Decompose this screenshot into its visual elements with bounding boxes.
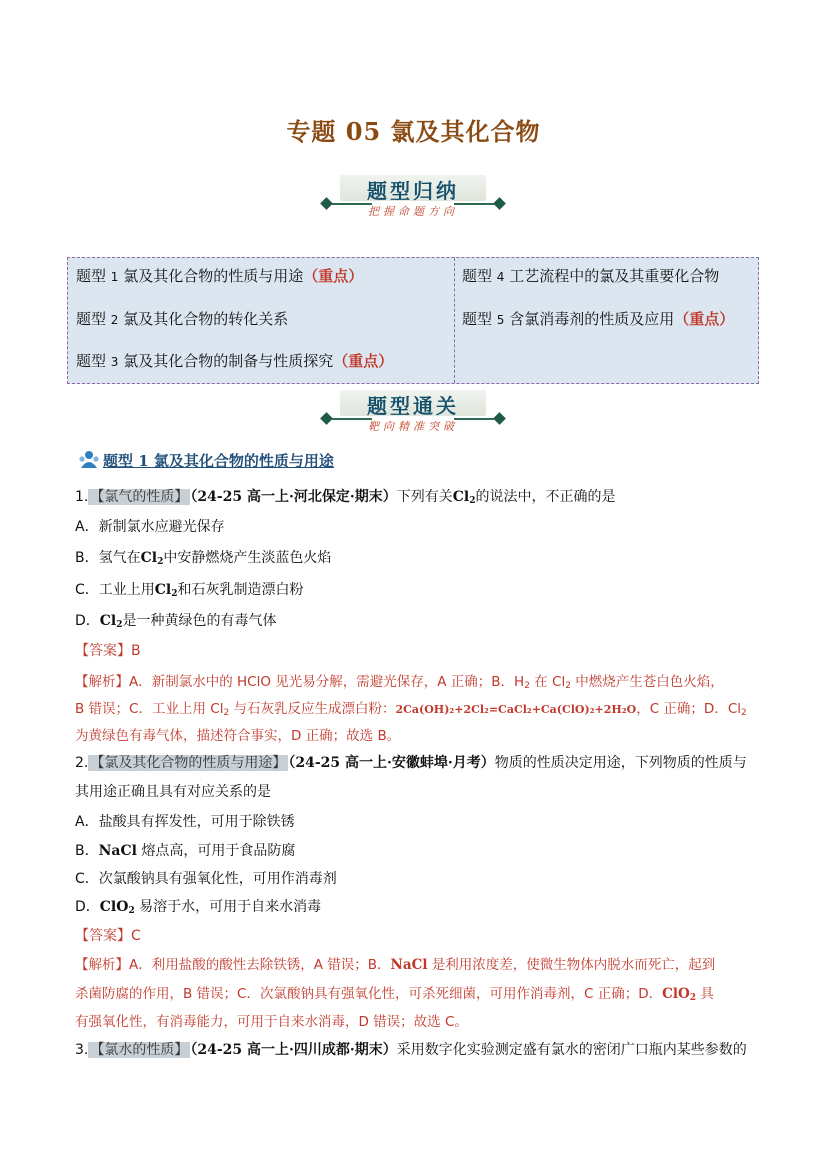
- option-text: 是一种黄绿色的有毒气体: [122, 613, 277, 629]
- option-text: 易溶于水，可用于自来水消毒: [134, 899, 322, 915]
- topic-summary-box: [67, 257, 759, 384]
- item-text: 氯及其化合物的制备与性质探究: [118, 352, 334, 370]
- option-text: B．: [75, 843, 99, 859]
- q2-answer: 【答案】C: [75, 928, 141, 944]
- analysis-text: B 错误；C．工业上用 Cl: [75, 701, 224, 717]
- q1-option-d[interactable]: [75, 610, 277, 630]
- analysis-text: 在 Cl: [529, 674, 566, 690]
- question-source: （24-25 高一上·四川成都·期末）: [190, 1042, 397, 1058]
- banner-subtitle: 靶向精准突破: [368, 420, 458, 433]
- option-text: D．: [75, 613, 100, 629]
- question-tag: 【氯气的性质】: [90, 489, 189, 505]
- question-number: 2.: [75, 755, 89, 771]
- analysis-text: 与石灰乳反应生成漂白粉：: [229, 701, 396, 717]
- analysis-text: ，C 正确；D．Cl: [636, 701, 741, 717]
- analysis-text: 【解析】A．利用盐酸的酸性去除铁锈，A 错误；B．: [75, 957, 391, 973]
- summary-item-2[interactable]: [76, 308, 288, 329]
- question-tag: 【氯及其化合物的性质与用途】: [90, 755, 287, 771]
- q1-analysis-line-2: [75, 697, 747, 718]
- chem-subscript: 2: [741, 708, 747, 718]
- q2-option-c[interactable]: C．次氯酸钠具有强氧化性，可用作消毒剂: [75, 871, 337, 887]
- banner-title: 题型通关: [367, 394, 459, 418]
- chem-formula: ClO: [662, 986, 690, 1002]
- analysis-text: 【解析】A．新制氯水中的 HClO 见光易分解，需避光保存，A 正确；B．H: [75, 674, 525, 690]
- summary-divider: [454, 258, 455, 383]
- question-2-stem-line-2: 其用途正确且具有对应关系的是: [75, 784, 271, 800]
- chem-subscript: 2: [469, 496, 476, 506]
- item-label: 题型: [462, 310, 497, 328]
- q1-analysis-line-3: 为黄绿色有毒气体，描述符合事实，D 正确；故选 B。: [75, 728, 401, 744]
- chem-subscript: 2: [223, 708, 230, 718]
- question-2-stem-line-1: [75, 752, 747, 772]
- section-banner-summary: [316, 173, 510, 223]
- q2-analysis-line-1: [75, 953, 715, 973]
- option-text: 熔点高，可用于食品防腐: [136, 843, 296, 859]
- chem-formula: Cl: [154, 582, 172, 598]
- chem-formula: Cl: [452, 489, 470, 505]
- item-label: 题型: [76, 310, 111, 328]
- q2-analysis-line-2: [75, 982, 714, 1003]
- item-number: 2: [110, 313, 119, 327]
- stem-text: 下列有关: [396, 489, 453, 505]
- question-source: （24-25 高一上·安徽蚌埠·月考）: [288, 755, 495, 771]
- summary-item-4[interactable]: [462, 265, 719, 286]
- stem-text: 的说法中，不正确的是: [475, 489, 616, 505]
- key-tag: （重点）: [303, 267, 364, 285]
- item-label: 题型: [462, 267, 497, 285]
- item-number: 1: [110, 270, 119, 284]
- item-label: 题型: [76, 352, 111, 370]
- q1-option-c[interactable]: [75, 579, 304, 599]
- q1-analysis-line-1: [75, 670, 724, 691]
- item-number: 4: [496, 270, 505, 284]
- section-banner-practice: [316, 388, 510, 438]
- item-text: 含氯消毒剂的性质及应用: [504, 310, 675, 328]
- key-tag: （重点）: [674, 310, 735, 328]
- option-text: 和石灰乳制造漂白粉: [177, 582, 304, 598]
- q1-option-b[interactable]: [75, 547, 331, 567]
- chem-formula: Cl: [140, 550, 158, 566]
- banner-title: 题型归纳: [367, 179, 459, 203]
- question-source: （24-25 高一上·河北保定·期末）: [190, 489, 397, 505]
- item-text: 氯及其化合物的转化关系: [118, 310, 289, 328]
- question-number: 3.: [75, 1042, 89, 1058]
- item-label: 题型: [76, 267, 111, 285]
- summary-item-3[interactable]: [76, 350, 393, 371]
- chemical-equation: 2Ca(OH)₂+2Cl₂=CaCl₂+Ca(ClO)₂+2H₂O: [395, 703, 637, 716]
- analysis-text: 中燃烧产生苍白色火焰，: [570, 674, 724, 690]
- stem-text: 采用数字化实验测定盛有氯水的密闭广口瓶内某些参数的: [396, 1042, 747, 1058]
- summary-item-1[interactable]: [76, 265, 363, 286]
- q1-answer: 【答案】B: [75, 643, 141, 659]
- q2-option-d[interactable]: [75, 896, 321, 916]
- item-text: 工艺流程中的氯及其重要化合物: [504, 267, 720, 285]
- analysis-text: 杀菌防腐的作用，B 错误；C．次氯酸钠具有强氧化性，可杀死细菌，可用作消毒剂，C 正确；D．: [75, 986, 663, 1002]
- chem-subscript: 2: [565, 681, 571, 691]
- analysis-text: 是利用浓度差，使微生物体内脱水而死亡，起到: [427, 957, 716, 973]
- q2-option-a[interactable]: A．盐酸具有挥发性，可用于除铁锈: [75, 814, 295, 830]
- item-number: 5: [496, 313, 505, 327]
- section-heading: 题型 1 氯及其化合物的性质与用途: [103, 452, 334, 470]
- analysis-text: 具: [696, 986, 714, 1002]
- option-text: D．: [75, 899, 100, 915]
- option-text: 中安静燃烧产生淡蓝色火焰: [163, 550, 332, 566]
- q1-option-a[interactable]: A．新制氯水应避光保存: [75, 519, 225, 535]
- chem-formula: ClO: [99, 899, 129, 915]
- question-1-stem: [75, 486, 616, 506]
- chem-subscript: 2: [116, 620, 123, 630]
- item-number: 3: [110, 355, 119, 369]
- key-tag: （重点）: [333, 352, 394, 370]
- chem-subscript: 2: [157, 557, 164, 567]
- q2-analysis-line-3: 有强氧化性，有消毒能力，可用于自来水消毒，D 错误；故选 C。: [75, 1014, 468, 1030]
- option-text: B．氢气在: [75, 550, 141, 566]
- chem-formula: NaCl: [390, 957, 428, 973]
- chem-formula: NaCl: [98, 843, 137, 859]
- item-text: 氯及其化合物的性质与用途: [118, 267, 304, 285]
- chem-subscript: 2: [689, 993, 696, 1003]
- question-3-stem: [75, 1039, 747, 1059]
- chem-subscript: 2: [524, 681, 530, 691]
- users-icon: [78, 450, 100, 470]
- q2-option-b[interactable]: [75, 840, 295, 860]
- chem-subscript: 2: [171, 589, 178, 599]
- question-tag: 【氯水的性质】: [90, 1042, 189, 1058]
- summary-item-5[interactable]: [462, 308, 734, 329]
- question-number: 1.: [75, 489, 89, 505]
- chem-formula: Cl: [99, 613, 117, 629]
- banner-subtitle: 把握命题方向: [368, 205, 458, 218]
- chem-subscript: 2: [128, 906, 135, 916]
- stem-text: 物质的性质决定用途，下列物质的性质与: [494, 755, 747, 771]
- page-title: 专题 05 氯及其化合物: [286, 117, 541, 146]
- option-text: C．工业上用: [75, 582, 155, 598]
